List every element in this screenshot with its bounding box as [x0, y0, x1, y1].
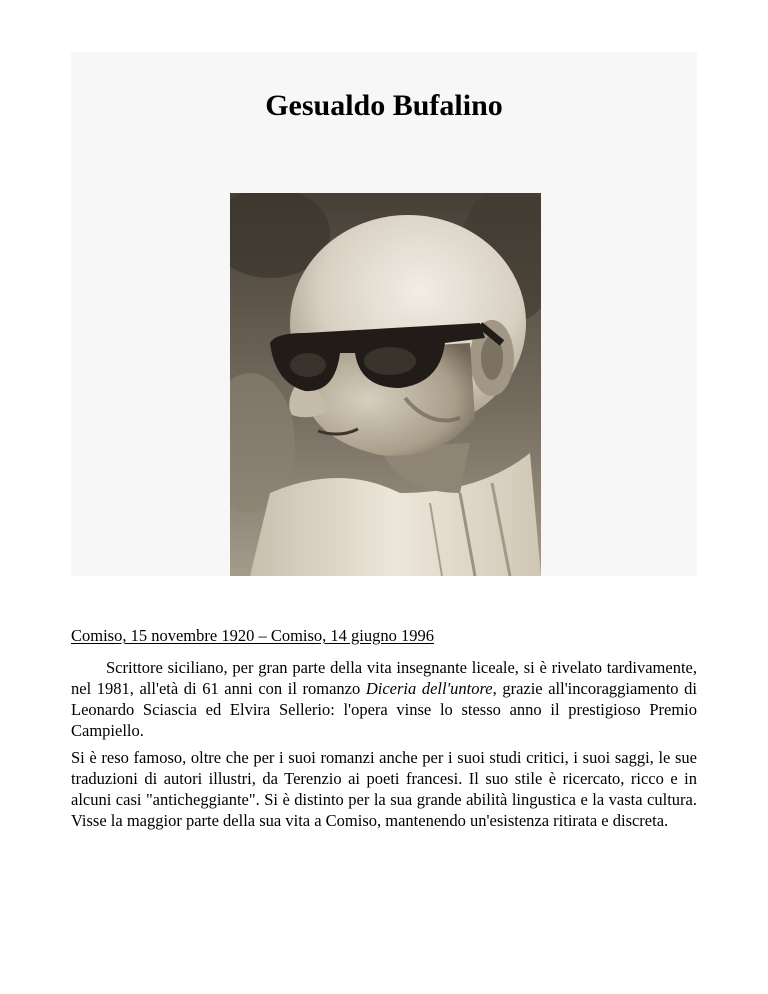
page-title: Gesualdo Bufalino	[265, 89, 503, 122]
header-box	[71, 52, 697, 576]
portrait-photo	[230, 193, 541, 576]
life-dates: Comiso, 15 novembre 1920 – Comiso, 14 giugno 1996	[71, 626, 434, 645]
paragraph-text-before: Scrittore siciliano, per gran parte della vita insegnante liceale, si è rivelato tardivamente, nel 1981, all'età di 61 anni con il romanzo	[71, 658, 697, 698]
paragraph-text-after: , grazie all'incoraggiamento di Leonardo Sciascia ed Elvira Sellerio: l'opera vinse lo stesso anno il prestigioso Premio Campiello.	[71, 679, 697, 740]
paragraph-biography	[71, 657, 697, 741]
paragraph-style: Si è reso famoso, oltre che per i suoi romanzi anche per i suoi studi critici, i suoi saggi, le sue traduzioni di autori illustri, da Terenzio ai poeti francesi. Il suo stile è ricercato, ricco e in alcuni casi "anticheggiante". Si è distinto per la sua grande abilità lingustica e la vasta cultura. Visse la maggior parte della sua vita a Comiso, mantenendo un'esistenza ritirata e discreta.	[71, 748, 697, 830]
book-title: Diceria dell'untore	[365, 679, 493, 698]
